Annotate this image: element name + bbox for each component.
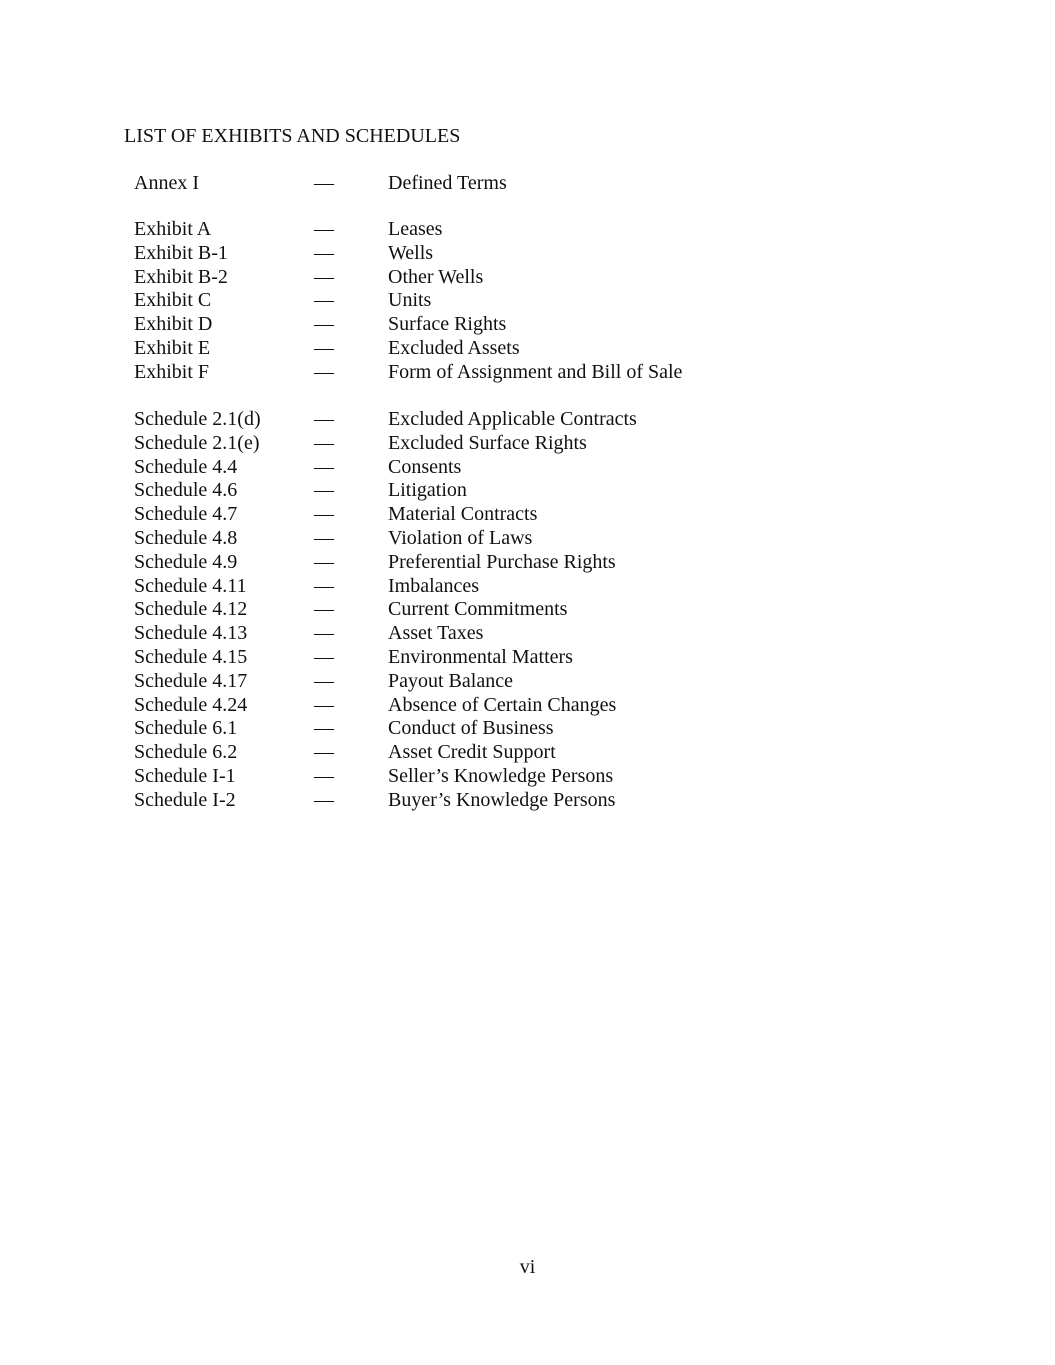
item-description: Surface Rights bbox=[388, 313, 507, 336]
separator-dash: — bbox=[314, 313, 334, 336]
item-label: Schedule 2.1(e) bbox=[134, 431, 260, 454]
item-description: Buyer’s Knowledge Persons bbox=[388, 788, 616, 811]
item-description: Seller’s Knowledge Persons bbox=[388, 764, 614, 787]
item-description: Violation of Laws bbox=[388, 526, 533, 549]
separator-dash: — bbox=[314, 336, 334, 359]
item-label: Schedule 4.8 bbox=[134, 526, 238, 549]
item-label: Schedule I-2 bbox=[134, 788, 236, 811]
item-label: Schedule 4.17 bbox=[134, 669, 248, 692]
item-label: Schedule 4.24 bbox=[134, 693, 248, 716]
separator-dash: — bbox=[314, 479, 334, 502]
separator-dash: — bbox=[314, 503, 334, 526]
item-label: Schedule 6.2 bbox=[134, 741, 238, 764]
separator-dash: — bbox=[314, 645, 334, 668]
item-label: Exhibit C bbox=[134, 289, 212, 312]
page-number: vi bbox=[519, 1256, 536, 1278]
item-description: Excluded Applicable Contracts bbox=[388, 408, 637, 430]
item-label: Exhibit B-2 bbox=[134, 265, 228, 288]
item-description: Current Commitments bbox=[388, 598, 568, 621]
item-label: Schedule 6.1 bbox=[134, 717, 238, 740]
separator-dash: — bbox=[314, 241, 334, 264]
item-description: Consents bbox=[388, 455, 462, 478]
item-label: Exhibit B-1 bbox=[134, 241, 228, 264]
separator-dash: — bbox=[314, 550, 334, 573]
item-description: Conduct of Business bbox=[388, 717, 554, 740]
separator-dash: — bbox=[314, 574, 334, 597]
item-label: Schedule 4.9 bbox=[134, 550, 238, 573]
item-description: Excluded Assets bbox=[388, 336, 520, 359]
item-description: Material Contracts bbox=[388, 503, 538, 526]
separator-dash: — bbox=[314, 431, 334, 454]
separator-dash: — bbox=[314, 360, 334, 383]
separator-dash: — bbox=[314, 408, 334, 430]
separator-dash: — bbox=[314, 741, 334, 764]
item-label: Schedule I-1 bbox=[134, 764, 236, 787]
item-description: Leases bbox=[388, 218, 443, 240]
separator-dash: — bbox=[314, 598, 334, 621]
separator-dash: — bbox=[314, 289, 334, 312]
item-label: Schedule 4.12 bbox=[134, 598, 248, 621]
item-label: Annex I bbox=[134, 172, 199, 194]
separator-dash: — bbox=[314, 764, 334, 787]
page-title: LIST OF EXHIBITS AND SCHEDULES bbox=[124, 125, 461, 147]
item-label: Exhibit D bbox=[134, 313, 213, 336]
item-label: Schedule 4.4 bbox=[134, 455, 238, 478]
item-description: Excluded Surface Rights bbox=[388, 431, 587, 454]
item-description: Payout Balance bbox=[388, 669, 513, 692]
item-description: Defined Terms bbox=[388, 172, 507, 194]
item-description: Absence of Certain Changes bbox=[388, 693, 617, 716]
separator-dash: — bbox=[314, 717, 334, 740]
separator-dash: — bbox=[314, 265, 334, 288]
separator-dash: — bbox=[314, 693, 334, 716]
item-description: Asset Credit Support bbox=[388, 741, 556, 764]
item-description: Asset Taxes bbox=[388, 622, 484, 645]
item-label: Schedule 4.13 bbox=[134, 622, 248, 645]
item-label: Exhibit E bbox=[134, 336, 211, 359]
separator-dash: — bbox=[314, 526, 334, 549]
item-label: Schedule 4.6 bbox=[134, 479, 238, 502]
item-label: Schedule 4.15 bbox=[134, 645, 248, 668]
item-label: Schedule 4.7 bbox=[134, 503, 238, 526]
item-description: Wells bbox=[388, 241, 434, 264]
item-label: Exhibit F bbox=[134, 360, 210, 383]
item-label: Schedule 2.1(d) bbox=[134, 408, 261, 430]
separator-dash: — bbox=[314, 622, 334, 645]
item-description: Other Wells bbox=[388, 265, 484, 288]
separator-dash: — bbox=[314, 218, 334, 240]
item-description: Environmental Matters bbox=[388, 645, 573, 668]
item-description: Litigation bbox=[388, 479, 467, 502]
separator-dash: — bbox=[314, 788, 334, 811]
separator-dash: — bbox=[314, 669, 334, 692]
separator-dash: — bbox=[314, 455, 334, 478]
separator-dash: — bbox=[314, 172, 334, 194]
item-label: Exhibit A bbox=[134, 218, 212, 240]
item-description: Units bbox=[388, 289, 432, 312]
item-description: Form of Assignment and Bill of Sale bbox=[388, 360, 683, 383]
item-description: Preferential Purchase Rights bbox=[388, 550, 616, 573]
item-label: Schedule 4.11 bbox=[134, 574, 247, 597]
item-description: Imbalances bbox=[388, 574, 480, 597]
